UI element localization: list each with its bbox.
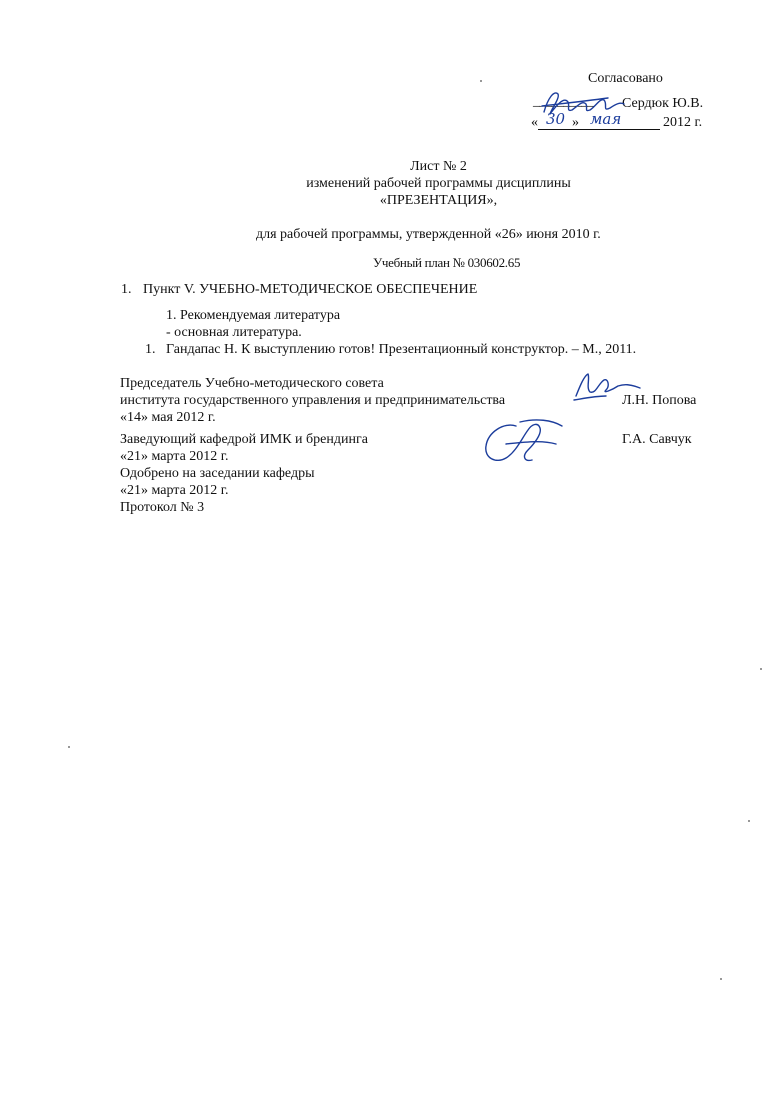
literature-subheading: - основная литература. [166,325,302,340]
chair-title-line1: Председатель Учебно-методического совета [120,376,384,391]
approval-date-underline [538,129,660,130]
chair-title-line2: института государственного управления и предпринимательства [120,393,506,408]
approval-name: Сердюк Ю.В. [622,96,704,111]
program-note: для рабочей программы, утвержденной «26» июня 2010 г. [256,227,601,242]
scan-speck [760,668,762,670]
approved-line: Одобрено на заседании кафедры [120,466,315,481]
scan-speck [748,820,750,822]
chair-name: Л.Н. Попова [622,393,697,408]
approval-signature-line: __________ [533,94,593,109]
chair-date: «14» мая 2012 г. [120,410,216,425]
literature-heading: 1. Рекомендуемая литература [166,308,341,323]
discipline-title: «ПРЕЗЕНТАЦИЯ», [379,193,498,208]
department-head-date: «21» марта 2012 г. [120,449,229,464]
scan-speck [480,80,482,82]
changes-title: изменений рабочей программы дисциплины [306,176,571,191]
scan-speck [720,978,722,980]
approval-heading: Согласовано [588,71,663,86]
sheet-title: Лист № 2 [410,159,467,174]
department-head-title: Заведующий кафедрой ИМК и брендинга [120,432,368,447]
approved-date: «21» марта 2012 г. [120,483,229,498]
approval-handwritten-day: 30 [546,110,566,128]
section-number: 1. [121,282,132,297]
department-head-name: Г.А. Савчук [622,432,692,447]
approval-date-open: « [531,115,538,130]
protocol-number: Протокол № 3 [120,500,205,515]
literature-item-text: Гандапас Н. К выступлению готов! Презентационный конструктор. – М., 2011. [166,342,637,357]
curriculum-number: Учебный план № 030602.65 [373,255,521,270]
approval-date-close: » [572,115,579,130]
approval-handwritten-month: мая [590,110,622,128]
section-heading: Пункт V. УЧЕБНО-МЕТОДИЧЕСКОЕ ОБЕСПЕЧЕНИЕ [143,282,478,297]
department-head-signature [476,414,566,474]
approval-year: 2012 г. [663,115,703,130]
literature-item-number: 1. [145,342,156,357]
scan-speck [68,746,70,748]
